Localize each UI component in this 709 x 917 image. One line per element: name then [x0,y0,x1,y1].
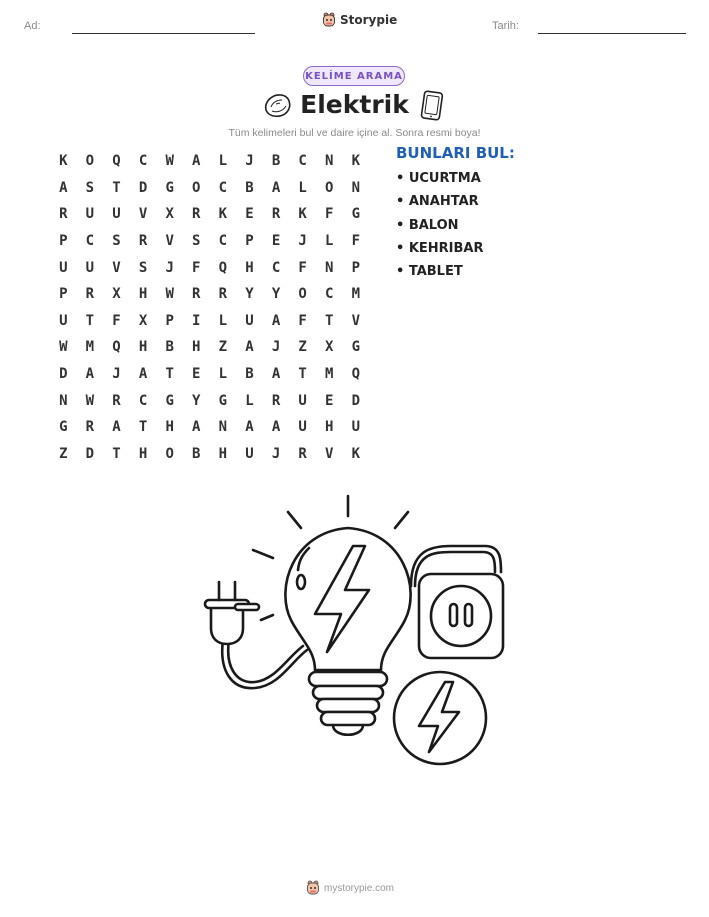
word-item: • ANAHTAR [396,194,479,210]
grid-letter[interactable]: F [192,259,201,276]
grid-letter[interactable]: H [138,286,148,303]
grid-letter[interactable]: B [165,339,174,356]
grid-letter[interactable]: J [271,339,281,356]
instructions: Tüm kelimeleri bul ve daire içine al. Sonra resmi boya! [228,127,481,139]
grid-letter[interactable]: C [85,233,95,250]
grid-row [50,201,369,228]
grid-letter[interactable]: B [192,445,201,462]
grid-row [50,361,369,388]
grid-letter[interactable]: Q [218,259,228,276]
grid-letter[interactable]: J [165,259,174,276]
tablet-icon [418,90,446,122]
grid-letter[interactable]: U [59,312,68,329]
grid-letter[interactable]: A [271,419,281,436]
grid-letter[interactable]: H [245,259,254,276]
grid-letter[interactable]: L [245,392,254,409]
word-item: • BALON [396,217,459,233]
grid-letter[interactable]: M [85,339,95,356]
grid-letter[interactable]: R [192,286,201,303]
date-line[interactable] [538,33,686,34]
grid-letter[interactable]: U [351,419,361,436]
grid-letter[interactable]: Z [59,445,68,462]
grid-letter[interactable]: Y [245,286,254,303]
footer-url[interactable]: mystorypie.com [324,882,395,894]
grid-letter[interactable]: W [165,286,174,303]
storypie-logo-icon [306,880,320,896]
grid-letter[interactable]: A [245,419,254,436]
grid-letter[interactable]: R [59,206,68,223]
grid-letter[interactable]: G [59,419,68,436]
grid-letter[interactable]: U [298,419,307,436]
word-item: • KEHRIBAR [396,240,484,256]
grid-letter[interactable]: N [59,392,68,409]
grid-row [50,387,369,414]
grid-letter[interactable]: V [325,445,334,462]
grid-letter[interactable]: E [192,366,201,383]
grid-letter[interactable]: A [271,312,281,329]
grid-letter[interactable]: L [218,312,228,329]
grid-letter[interactable]: U [298,392,307,409]
grid-letter[interactable]: H [165,419,174,436]
grid-letter[interactable]: H [325,419,334,436]
grid-row [50,308,369,335]
grid-letter[interactable]: D [59,366,68,383]
grid-letter[interactable]: N [325,153,334,170]
grid-letter[interactable]: R [85,419,95,436]
light-ray-icon [261,615,273,620]
grid-letter[interactable]: A [85,366,95,383]
grid-letter[interactable]: R [85,286,95,303]
grid-letter[interactable]: R [298,445,307,462]
grid-letter[interactable]: C [298,153,307,170]
bulb-base-icon [309,672,387,686]
grid-letter[interactable]: S [192,233,201,250]
grid-letter[interactable]: I [192,312,201,329]
date-label: Tarih: [492,20,519,32]
storypie-logo-icon [322,12,336,28]
grid-letter[interactable]: R [271,206,281,223]
grid-letter[interactable]: W [165,153,174,170]
grid-letter[interactable]: R [192,206,201,223]
grid-letter[interactable]: F [112,312,121,329]
grid-letter[interactable]: O [192,179,201,196]
grid-letter[interactable]: R [271,392,281,409]
grid-letter[interactable]: A [112,419,121,436]
grid-row [50,228,369,255]
grid-letter[interactable]: R [112,392,121,409]
grid-letter[interactable]: U [112,206,121,223]
grid-letter[interactable]: K [59,153,68,170]
grid-letter[interactable]: T [298,366,307,383]
grid-letter[interactable]: Z [298,339,307,356]
name-label: Ad: [24,20,41,32]
grid-letter[interactable]: K [298,206,307,223]
grid-letter[interactable]: S [112,233,121,250]
grid-letter[interactable]: O [325,179,334,196]
grid-letter[interactable]: K [351,153,361,170]
grid-letter[interactable]: T [138,419,148,436]
grid-letter[interactable]: V [112,259,121,276]
grid-letter[interactable]: C [325,286,334,303]
grid-letter[interactable]: Y [271,286,281,303]
grid-letter[interactable]: J [298,233,307,250]
word-item: • TABLET [396,264,463,280]
grid-letter[interactable]: P [165,312,174,329]
grid-letter[interactable]: X [138,312,148,329]
word-list [396,171,484,287]
grid-letter[interactable]: S [138,259,148,276]
grid-letter[interactable]: K [218,206,228,223]
grid-letter[interactable]: E [271,233,281,250]
grid-letter[interactable]: Q [112,339,121,356]
grid-letter[interactable]: H [138,339,148,356]
grid-letter[interactable]: A [271,366,281,383]
grid-letter[interactable]: T [85,312,95,329]
grid-letter[interactable]: E [245,206,254,223]
grid-letter[interactable]: M [325,366,334,383]
grid-letter[interactable]: B [245,179,254,196]
grid-letter[interactable]: B [271,153,281,170]
grid-letter[interactable]: N [325,259,334,276]
light-ray-icon [253,550,273,558]
grid-letter[interactable]: U [85,206,95,223]
grid-letter[interactable]: H [192,339,201,356]
grid-letter[interactable]: G [165,179,174,196]
grid-row [50,175,369,202]
grid-letter[interactable]: V [351,312,361,329]
find-words-heading: BUNLARI BUL: [396,144,515,162]
grid-letter[interactable]: Z [218,339,228,356]
grid-letter[interactable]: T [112,445,121,462]
plug-icon [211,606,243,644]
grid-row [50,441,369,468]
grid-letter[interactable]: X [165,206,174,223]
grid-letter[interactable]: T [112,179,121,196]
grid-letter[interactable]: J [112,366,121,383]
grid-letter[interactable]: U [59,259,68,276]
letter-grid [50,148,369,467]
grid-letter[interactable]: P [245,233,254,250]
grid-letter[interactable]: T [165,366,174,383]
grid-letter[interactable]: E [325,392,334,409]
grid-letter[interactable]: X [112,286,121,303]
grid-letter[interactable]: M [351,286,361,303]
grid-letter[interactable]: A [59,179,68,196]
grid-letter[interactable]: G [165,392,174,409]
grid-letter[interactable]: U [245,312,254,329]
grid-row [50,414,369,441]
grid-letter[interactable]: F [298,259,307,276]
grid-letter[interactable]: V [138,206,148,223]
grid-letter[interactable]: C [138,153,148,170]
grid-letter[interactable]: Y [192,392,201,409]
grid-letter[interactable]: Q [351,366,361,383]
grid-letter[interactable]: F [298,312,307,329]
grid-letter[interactable]: G [351,206,361,223]
page-title: Elektrik [300,90,409,119]
grid-letter[interactable]: L [325,233,334,250]
grid-letter[interactable]: K [351,445,361,462]
grid-letter[interactable]: C [138,392,148,409]
grid-letter[interactable]: O [165,445,174,462]
grid-letter[interactable]: A [138,366,148,383]
grid-letter[interactable]: J [245,153,254,170]
grid-letter[interactable]: H [138,445,148,462]
brand [322,12,397,28]
grid-letter[interactable]: C [271,259,281,276]
grid-letter[interactable]: B [245,366,254,383]
grid-letter[interactable]: O [85,153,95,170]
footer [306,880,394,896]
grid-letter[interactable]: L [218,153,228,170]
grid-letter[interactable]: A [245,339,254,356]
word-search-badge: KELİME ARAMA [303,66,405,86]
grid-letter[interactable]: P [59,233,68,250]
grid-letter[interactable]: D [351,392,361,409]
grid-letter[interactable]: V [165,233,174,250]
plug-cord-icon [222,640,307,688]
grid-letter[interactable]: C [218,179,228,196]
grid-row [50,334,369,361]
grid-letter[interactable]: O [298,286,307,303]
grid-letter[interactable]: L [218,366,228,383]
grid-letter[interactable]: A [192,419,201,436]
grid-letter[interactable]: T [325,312,334,329]
light-ray-icon [395,512,408,528]
brand-name: Storypie [340,13,398,27]
lightbulb-plug-socket-icon[interactable] [195,490,515,770]
grid-letter[interactable]: S [85,179,95,196]
grid-letter[interactable]: J [271,445,281,462]
grid-letter[interactable]: Q [112,153,121,170]
grid-letter[interactable]: C [218,233,228,250]
grid-letter[interactable]: F [325,206,334,223]
grid-letter[interactable]: H [218,445,228,462]
grid-letter[interactable]: W [59,339,68,356]
grid-letter[interactable]: X [325,339,334,356]
word-item: • UCURTMA [396,171,481,186]
grid-letter[interactable]: U [85,259,95,276]
grid-letter[interactable]: L [298,179,307,196]
grid-letter[interactable]: P [351,259,361,276]
grid-letter[interactable]: D [85,445,95,462]
grid-letter[interactable]: N [218,419,228,436]
grid-row [50,148,369,175]
grid-letter[interactable]: R [218,286,228,303]
grid-letter[interactable]: R [138,233,148,250]
grid-letter[interactable]: N [351,179,361,196]
light-ray-icon [288,512,301,528]
grid-letter[interactable]: W [85,392,95,409]
name-line[interactable] [72,33,255,34]
grid-letter[interactable]: D [138,179,148,196]
grid-row [50,254,369,281]
grid-letter[interactable]: A [271,179,281,196]
grid-letter[interactable]: F [351,233,361,250]
grid-letter[interactable]: U [245,445,254,462]
grid-row [50,281,369,308]
grid-letter[interactable]: P [59,286,68,303]
grid-letter[interactable]: G [218,392,228,409]
grid-letter[interactable]: G [351,339,361,356]
grid-letter[interactable]: A [192,153,201,170]
